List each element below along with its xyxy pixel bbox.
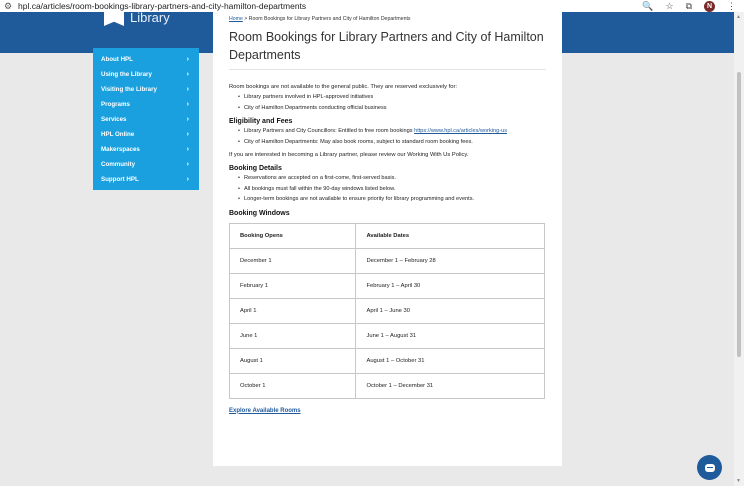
chevron-right-icon: › xyxy=(186,161,189,168)
sidebar-item-label: Community xyxy=(101,161,136,168)
sidebar-item-services[interactable] xyxy=(93,112,199,127)
table-cell: June 1 – August 31 xyxy=(356,323,545,348)
table-header-row xyxy=(230,223,545,248)
sidebar-item-hpl-online[interactable] xyxy=(93,127,199,142)
sidebar-item-about-hpl[interactable] xyxy=(93,52,199,67)
sidebar-item-support-hpl[interactable] xyxy=(93,172,199,187)
sidebar-item-label: Visiting the Library xyxy=(101,86,157,93)
sidebar-item-label: HPL Online xyxy=(101,131,135,138)
table-cell: April 1 – June 30 xyxy=(356,298,545,323)
sidebar-item-label: Makerspaces xyxy=(101,146,140,153)
scroll-down-icon[interactable]: ▼ xyxy=(736,478,741,484)
page-scrollbar[interactable] xyxy=(734,12,744,486)
web-page xyxy=(0,12,734,486)
profile-avatar[interactable]: N xyxy=(704,1,715,12)
table-cell: December 1 – February 28 xyxy=(356,248,545,273)
logo-word: Library xyxy=(130,12,170,25)
breadcrumb-current: Room Bookings for Library Partners and City of Hamilton Departments xyxy=(248,16,411,22)
table-cell: February 1 xyxy=(230,273,356,298)
sidebar-item-using-the-library[interactable] xyxy=(93,67,199,82)
breadcrumb-separator: > xyxy=(242,16,249,22)
list-item: • Reservations are accepted on a first-come, first-served basis. xyxy=(238,175,546,183)
bookmark-logo-icon xyxy=(104,12,124,26)
chevron-right-icon: › xyxy=(186,56,189,63)
eligibility-text: Library Partners and City Councillors: Entitled to free room bookings xyxy=(244,128,415,134)
page-title: Room Bookings for Library Partners and City of Hamilton Departments xyxy=(229,30,544,62)
booking-details-list xyxy=(238,175,546,204)
table-row xyxy=(230,273,545,298)
sidebar-item-label: About HPL xyxy=(101,56,133,63)
browser-address-bar xyxy=(0,0,744,12)
sidebar-item-label: Programs xyxy=(101,101,130,108)
table-row xyxy=(230,348,545,373)
partner-note: If you are interested in becoming a Library partner, please review our Working With Us Policy. xyxy=(229,152,469,158)
eligibility-heading: Eligibility and Fees xyxy=(229,118,293,125)
scrollbar-thumb[interactable] xyxy=(737,72,741,357)
column-header: Available Dates xyxy=(356,223,545,248)
intro-paragraph: Room bookings are not available to the general public. They are reserved exclusively for: xyxy=(229,84,458,90)
side-navigation xyxy=(93,48,199,190)
chevron-right-icon: › xyxy=(186,146,189,153)
url-field[interactable]: hpl.ca/articles/room-bookings-library-partners-and-city-hamilton-departments xyxy=(18,1,307,11)
table-cell: August 1 – October 31 xyxy=(356,348,545,373)
chat-button[interactable] xyxy=(697,455,722,480)
breadcrumb-home-link[interactable]: Home xyxy=(229,16,243,22)
breadcrumb xyxy=(229,16,546,22)
list-item: • Library partners involved in HPL-approved initiatives xyxy=(238,94,546,102)
chevron-right-icon: › xyxy=(186,131,189,138)
list-item xyxy=(238,128,546,136)
scroll-up-icon[interactable]: ▲ xyxy=(736,14,741,20)
explore-available-rooms-link[interactable]: Explore Available Rooms xyxy=(229,407,301,414)
title-divider xyxy=(229,69,546,70)
extensions-icon[interactable]: ⧉ xyxy=(685,0,692,11)
list-item: • Longer-term bookings are not available to ensure priority for library programming and events. xyxy=(238,196,546,204)
table-cell: August 1 xyxy=(230,348,356,373)
sidebar-item-label: Services xyxy=(101,116,127,123)
article-card xyxy=(213,12,562,466)
sidebar-item-label: Support HPL xyxy=(101,176,139,183)
list-item: • City of Hamilton Departments: May also book rooms, subject to standard room booking fees. xyxy=(238,139,546,147)
chevron-right-icon: › xyxy=(186,116,189,123)
chat-bubble-icon xyxy=(705,464,715,472)
table-row xyxy=(230,298,545,323)
column-header: Booking Opens xyxy=(230,223,356,248)
list-item: • City of Hamilton Departments conducting official business xyxy=(238,105,546,113)
table-cell: February 1 – April 30 xyxy=(356,273,545,298)
browser-menu-icon[interactable]: ⋮ xyxy=(727,0,736,11)
table-cell: December 1 xyxy=(230,248,356,273)
sidebar-item-visiting-the-library[interactable] xyxy=(93,82,199,97)
table-cell: April 1 xyxy=(230,298,356,323)
chevron-right-icon: › xyxy=(186,86,189,93)
table-row xyxy=(230,248,545,273)
browser-actions xyxy=(642,0,736,12)
working-with-us-link[interactable]: https://www.hpl.ca/articles/working-us xyxy=(414,128,508,134)
eligibility-list xyxy=(238,128,546,146)
sidebar-item-label: Using the Library xyxy=(101,71,152,78)
library-logo[interactable] xyxy=(104,12,170,26)
chevron-right-icon: › xyxy=(186,101,189,108)
table-cell: October 1 – December 31 xyxy=(356,373,545,398)
list-item: • All bookings must fall within the 90-day windows listed below. xyxy=(238,186,546,194)
bookmark-star-icon[interactable]: ☆ xyxy=(665,0,674,11)
intro-list xyxy=(238,94,546,112)
site-settings-icon[interactable]: ⚙ xyxy=(3,0,13,11)
sidebar-item-makerspaces[interactable] xyxy=(93,142,199,157)
sidebar-item-programs[interactable] xyxy=(93,97,199,112)
table-cell: June 1 xyxy=(230,323,356,348)
chevron-right-icon: › xyxy=(186,71,189,78)
sidebar-item-community[interactable] xyxy=(93,157,199,172)
booking-windows-heading: Booking Windows xyxy=(229,209,290,217)
booking-windows-table xyxy=(229,223,545,399)
table-cell: October 1 xyxy=(230,373,356,398)
table-row xyxy=(230,323,545,348)
table-row xyxy=(230,373,545,398)
zoom-icon[interactable]: 🔍 xyxy=(642,0,654,11)
chevron-right-icon: › xyxy=(186,176,189,183)
booking-details-heading: Booking Details xyxy=(229,165,282,172)
